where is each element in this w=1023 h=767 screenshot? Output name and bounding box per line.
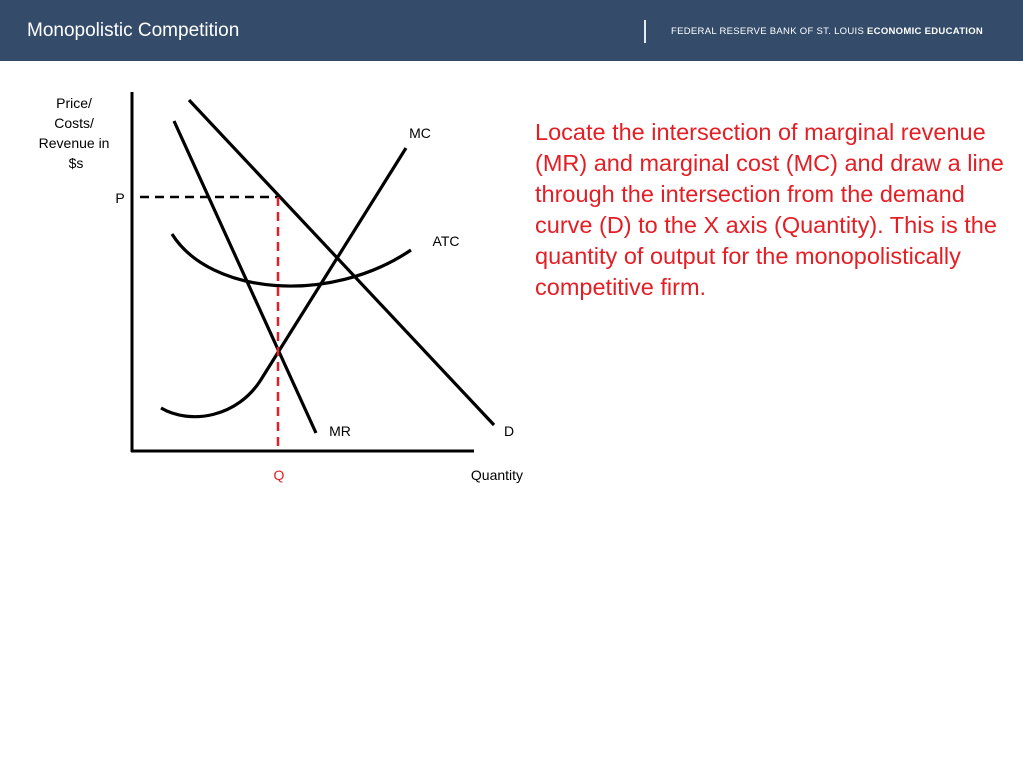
brand-text-regular: FEDERAL RESERVE BANK OF ST. LOUIS xyxy=(671,26,868,37)
quantity-label: Q xyxy=(273,467,285,483)
y-axis-label-line: Revenue in xyxy=(38,135,110,151)
demand-curve xyxy=(189,100,494,425)
marginal-revenue-curve xyxy=(174,121,316,433)
mr-curve-label: MR xyxy=(329,423,351,439)
instruction-text: Locate the intersection of marginal revenue (MR) and marginal cost (MC) and draw a line through the intersection from the demand curve (D) to the X axis (Quantity). This is the quantity of output for the monopolistically competitive firm. xyxy=(535,119,1004,300)
y-axis-label xyxy=(39,95,114,171)
d-curve-label: D xyxy=(503,423,515,439)
mc-curve-label: MC xyxy=(409,125,431,141)
price-label: P xyxy=(115,190,125,206)
y-axis-label-line: $s xyxy=(68,155,84,171)
x-axis-label: Quantity xyxy=(470,467,524,483)
y-axis-label-line: Costs/ xyxy=(54,115,94,131)
average-total-cost-curve xyxy=(172,234,411,286)
marginal-cost-curve xyxy=(161,148,406,417)
brand-text-bold: ECONOMIC EDUCATION xyxy=(867,26,984,37)
atc-curve-label: ATC xyxy=(432,233,460,249)
y-axis-label-line: Price/ xyxy=(56,95,92,111)
slide-title: Monopolistic Competition xyxy=(27,20,240,41)
